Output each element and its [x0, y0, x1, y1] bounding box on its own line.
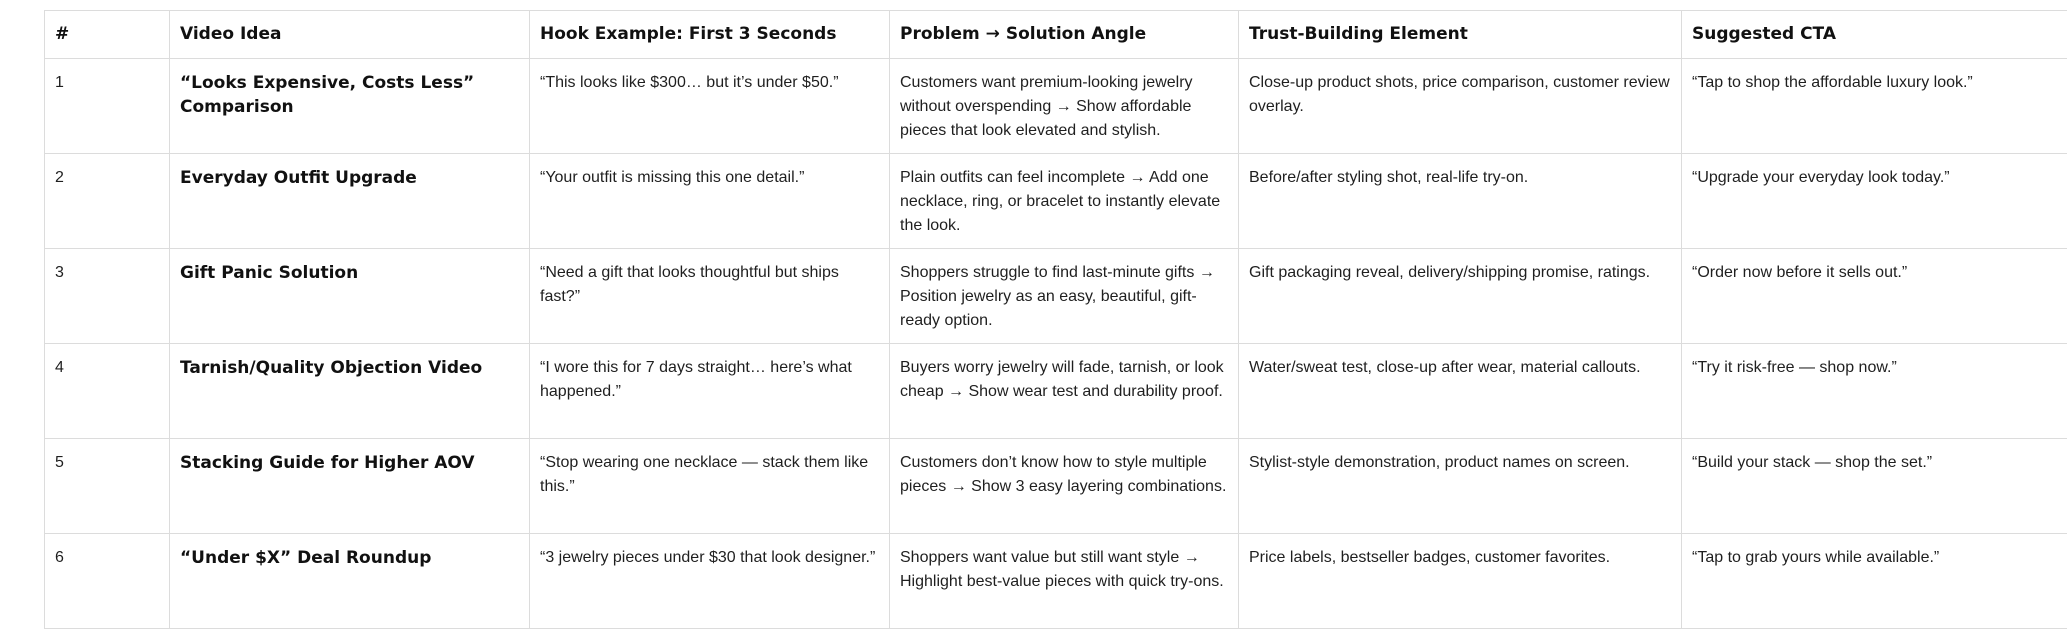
cta-cell: “Tap to grab yours while available.” [1682, 534, 2067, 629]
trust-element-cell: Water/sweat test, close-up after wear, material callouts. [1239, 344, 1682, 439]
header-row [45, 11, 2067, 59]
row-number: 6 [45, 534, 170, 629]
hook-cell: “Stop wearing one necklace — stack them like this.” [530, 439, 890, 534]
trust-element-cell: Stylist-style demonstration, product names on screen. [1239, 439, 1682, 534]
header-trust-element: Trust-Building Element [1239, 11, 1682, 59]
row-number: 4 [45, 344, 170, 439]
problem-solution-cell: Customers don’t know how to style multiple pieces → Show 3 easy layering combinations. [890, 439, 1239, 534]
cta-cell: “Tap to shop the affordable luxury look.” [1682, 59, 2067, 154]
hook-cell: “I wore this for 7 days straight… here’s what happened.” [530, 344, 890, 439]
video-ideas-table [44, 10, 2067, 629]
table-row [45, 249, 2067, 344]
table-body [45, 59, 2067, 629]
table-header [45, 11, 2067, 59]
table-row [45, 59, 2067, 154]
video-idea-cell: “Looks Expensive, Costs Less” Comparison [170, 59, 530, 154]
video-idea-cell: “Under $X” Deal Roundup [170, 534, 530, 629]
cta-cell: “Try it risk-free — shop now.” [1682, 344, 2067, 439]
row-number: 5 [45, 439, 170, 534]
problem-solution-cell: Shoppers want value but still want style → Highlight best-value pieces with quick try-ons. [890, 534, 1239, 629]
row-number: 1 [45, 59, 170, 154]
header-suggested-cta: Suggested CTA [1682, 11, 2067, 59]
video-idea-cell: Everyday Outfit Upgrade [170, 154, 530, 249]
problem-solution-cell: Plain outfits can feel incomplete → Add one necklace, ring, or bracelet to instantly elevate the look. [890, 154, 1239, 249]
video-ideas-table-container [44, 10, 2067, 629]
header-hook-example: Hook Example: First 3 Seconds [530, 11, 890, 59]
header-problem-solution: Problem → Solution Angle [890, 11, 1239, 59]
table-row [45, 534, 2067, 629]
header-number: # [45, 11, 170, 59]
trust-element-cell: Before/after styling shot, real-life try-on. [1239, 154, 1682, 249]
problem-solution-cell: Buyers worry jewelry will fade, tarnish, or look cheap → Show wear test and durability proof. [890, 344, 1239, 439]
hook-cell: “Your outfit is missing this one detail.” [530, 154, 890, 249]
table-row [45, 439, 2067, 534]
problem-solution-cell: Shoppers struggle to find last-minute gifts → Position jewelry as an easy, beautiful, gift-ready option. [890, 249, 1239, 344]
trust-element-cell: Price labels, bestseller badges, customer favorites. [1239, 534, 1682, 629]
trust-element-cell: Close-up product shots, price comparison, customer review overlay. [1239, 59, 1682, 154]
cta-cell: “Order now before it sells out.” [1682, 249, 2067, 344]
row-number: 2 [45, 154, 170, 249]
problem-solution-cell: Customers want premium-looking jewelry without overspending → Show affordable pieces that look elevated and stylish. [890, 59, 1239, 154]
header-video-idea: Video Idea [170, 11, 530, 59]
trust-element-cell: Gift packaging reveal, delivery/shipping promise, ratings. [1239, 249, 1682, 344]
cta-cell: “Upgrade your everyday look today.” [1682, 154, 2067, 249]
row-number: 3 [45, 249, 170, 344]
video-idea-cell: Tarnish/Quality Objection Video [170, 344, 530, 439]
hook-cell: “3 jewelry pieces under $30 that look designer.” [530, 534, 890, 629]
video-idea-cell: Gift Panic Solution [170, 249, 530, 344]
hook-cell: “Need a gift that looks thoughtful but ships fast?” [530, 249, 890, 344]
table-row [45, 344, 2067, 439]
table-row [45, 154, 2067, 249]
video-idea-cell: Stacking Guide for Higher AOV [170, 439, 530, 534]
hook-cell: “This looks like $300… but it’s under $50.” [530, 59, 890, 154]
cta-cell: “Build your stack — shop the set.” [1682, 439, 2067, 534]
